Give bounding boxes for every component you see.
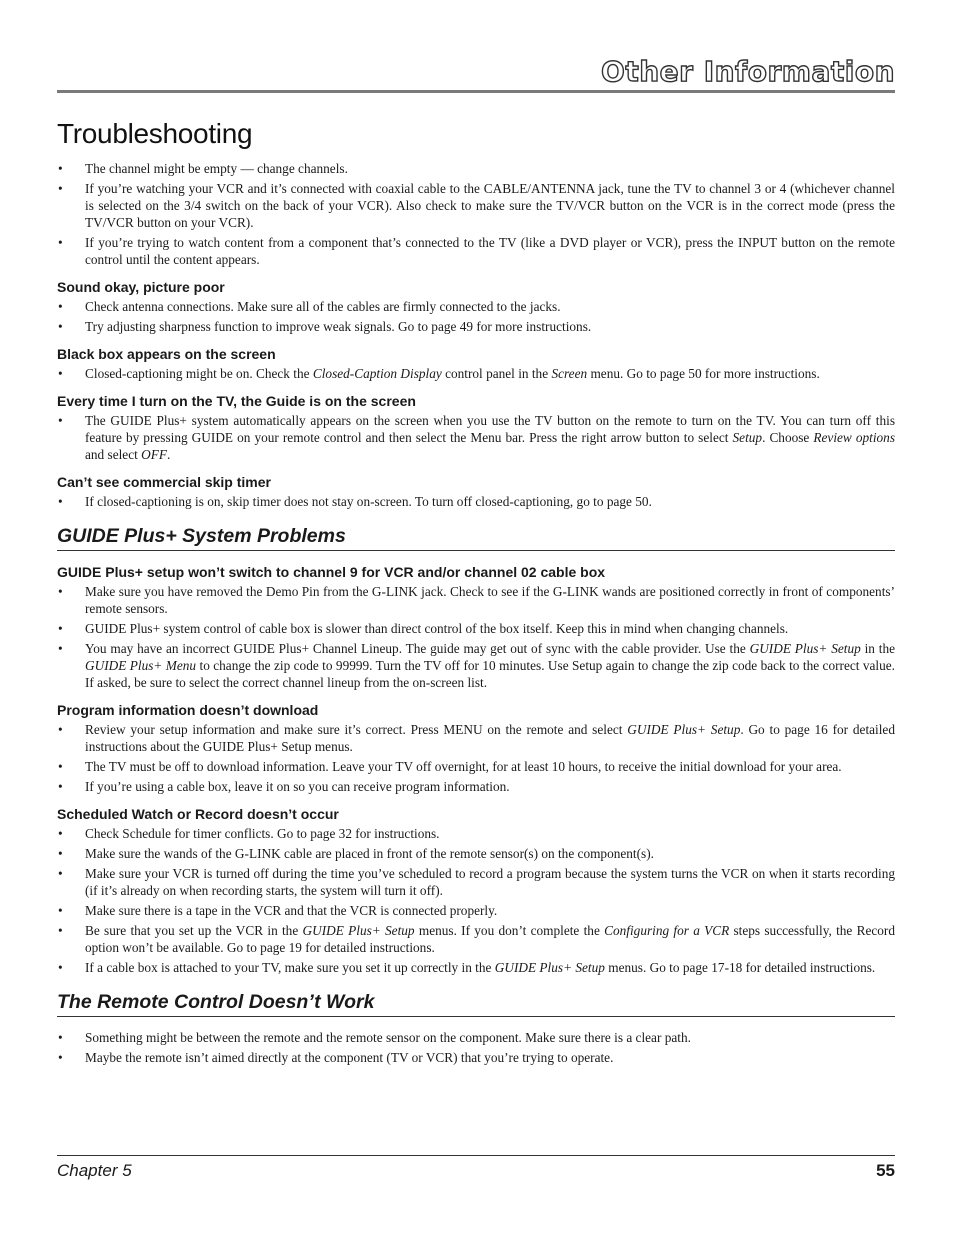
bullet-text: menu. Go to page 50 for more instructions. [587,366,820,381]
bullet-text: . Go to page 16 for detailed instructions about the GUIDE Plus+ Setup menus. [85,722,895,754]
bullet-item [57,865,895,899]
bullet-text: Configuring for a VCR [604,923,730,938]
guide-sections [57,563,895,976]
page-content [57,160,895,1069]
bullet-text: You may have an incorrect GUIDE Plus+ Channel Lineup. The guide may get out of sync with the cable provider. Use the [85,641,750,656]
bullet-text: Make sure you have removed the Demo Pin from the G-LINK jack. Check to see if the G-LINK wands are positioned correctly in front of components’ remote sensors. [85,584,895,616]
bullet-text: Check antenna connections. Make sure all of the cables are firmly connected to the jacks. [85,299,561,314]
bullet-item [57,640,895,691]
bullet-item [57,412,895,463]
bullet-text: GUIDE Plus+ Setup [749,641,861,656]
bullet-item [57,583,895,617]
bullet-text: Review options [813,430,895,445]
bullet-text: The GUIDE Plus+ system automatically appears on the screen when you use the TV button on the remote to turn on the TV. You can turn off this feature by pressing GUIDE on your remote control and then select the Menu bar. Press the right arrow button to select [85,413,895,445]
remote-problems-heading: The Remote Control Doesn’t Work [57,990,895,1017]
bullet-text: steps successfully, the Record option won’t be available. Go to page 19 for detailed instructions. [85,923,895,955]
bullet-item [57,493,895,510]
subsection-list [57,365,895,382]
bullet-text: OFF [141,447,167,462]
bullet-text: Something might be between the remote and the remote sensor on the component. Make sure there is a clear path. [85,1030,691,1045]
picture-sections [57,278,895,510]
remote-list [57,1029,895,1066]
bullet-item [57,902,895,919]
bullet-text: GUIDE Plus+ Setup [302,923,415,938]
bullet-text: to change the zip code to 99999. Turn the TV off for 10 minutes. Use Setup again to change the zip code back to the correct value. If asked, be sure to select the correct channel lineup from the on-screen list. [85,658,895,690]
subsection-heading: Scheduled Watch or Record doesn’t occur [57,806,339,822]
bullet-text: Make sure there is a tape in the VCR and that the VCR is connected properly. [85,903,498,918]
bullet-text: Try adjusting sharpness function to improve weak signals. Go to page 49 for more instructions. [85,319,592,334]
bullet-text: Screen [551,366,588,381]
bullet-item [57,758,895,775]
subsection-list [57,298,895,335]
subsection-heading: Sound okay, picture poor [57,279,225,295]
bullet-text: If you’re watching your VCR and it’s connected with coaxial cable to the CABLE/ANTENNA jack, tune the TV to channel 3 or 4 (whichever channel is selected on the 3/4 switch on the back of your VCR). Also check to make sure the TV/VCR button on the VCR is in the correct mode (press the TV/VCR button on your VCR). [85,181,895,230]
bullet-text: Check Schedule for timer conflicts. Go to page 32 for instructions. [85,826,440,841]
bullet-text: If a cable box is attached to your TV, make sure you set it up correctly in the [85,960,495,975]
bullet-item [57,365,895,382]
bullet-item [57,298,895,315]
bullet-text: menus. If you don’t complete the [414,923,605,938]
subsection-heading: Every time I turn on the TV, the Guide is on the screen [57,393,416,409]
section-title: Other Information [601,55,895,88]
subsection-list [57,583,895,691]
subsection-heading: Black box appears on the screen [57,346,276,362]
bullet-text: Closed-captioning might be on. Check the [85,366,313,381]
subsection-list [57,825,895,976]
bullet-item [57,778,895,795]
bullet-text: . Choose [762,430,814,445]
bullet-text: Review your setup information and make sure it’s correct. Press MENU on the remote and select [85,722,628,737]
bullet-item [57,825,895,842]
page-number: 55 [876,1161,895,1180]
chapter-label: Chapter 5 [57,1161,132,1180]
bullet-text: If you’re trying to watch content from a component that’s connected to the TV (like a DVD player or VCR), press the INPUT button on the remote control until the content appears. [85,235,895,267]
guide-problems-heading: GUIDE Plus+ System Problems [57,524,895,551]
bullet-text: menus. Go to page 17-18 for detailed instructions. [604,960,876,975]
footer-rule [57,1155,895,1156]
page-title: Troubleshooting [57,118,253,149]
subsection-heading: GUIDE Plus+ setup won’t switch to channel 9 for VCR and/or channel 02 cable box [57,564,606,580]
bullet-text: in the [860,641,895,656]
bullet-item [57,180,895,231]
bullet-item [57,721,895,755]
subsection-heading: Can’t see commercial skip timer [57,474,271,490]
bullet-text: Make sure your VCR is turned off during the time you’ve scheduled to record a program because the system turns the VCR on when it starts recording (if it’s already on when recording starts, the system will turn it off). [85,866,895,898]
subsection-list [57,493,895,510]
intro-list [57,160,895,268]
bullet-item [57,845,895,862]
bullet-item [57,1029,895,1046]
bullet-item [57,318,895,335]
bullet-text: If you’re using a cable box, leave it on so you can receive program information. [85,779,510,794]
bullet-text: The channel might be empty — change channels. [85,161,348,176]
bullet-text: Setup [732,430,763,445]
bullet-item [57,959,895,976]
subsection-heading: Program information doesn’t download [57,702,319,718]
bullet-item [57,234,895,268]
bullet-text: control panel in the [441,366,552,381]
bullet-item [57,1049,895,1066]
subsection-list [57,721,895,795]
bullet-text: GUIDE Plus+ system control of cable box is slower than direct control of the box itself. Keep this in mind when changing channels. [85,621,789,636]
bullet-text: If closed-captioning is on, skip timer does not stay on-screen. To turn off closed-captioning, go to page 50. [85,494,652,509]
bullet-text: GUIDE Plus+ Setup [494,960,605,975]
bullet-item [57,160,895,177]
bullet-text: GUIDE Plus+ Menu [85,658,197,673]
bullet-text: The TV must be off to download information. Leave your TV off overnight, for at least 10 hours, to receive the initial download for your area. [85,759,842,774]
bullet-text: Closed-Caption Display [312,366,442,381]
bullet-text: Be sure that you set up the VCR in the [85,923,303,938]
subsection-list [57,412,895,463]
bullet-item [57,620,895,637]
bullet-text: Make sure the wands of the G-LINK cable are placed in front of the remote sensor(s) on the component(s). [85,846,654,861]
bullet-text: Maybe the remote isn’t aimed directly at the component (TV or VCR) that you’re trying to operate. [85,1050,614,1065]
bullet-text: and select [85,447,142,462]
bullet-item [57,922,895,956]
bullet-text: GUIDE Plus+ Setup [627,722,741,737]
bullet-text: . [166,447,171,462]
header-rule [57,90,895,93]
